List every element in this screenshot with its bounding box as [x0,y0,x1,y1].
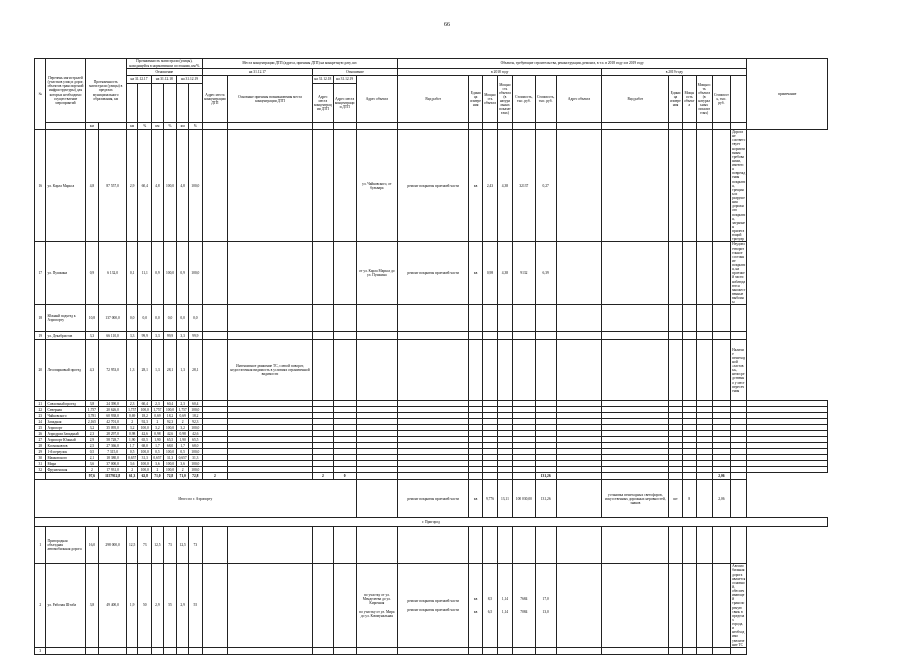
header-measures-group: Объекты, требующие строительства, реконструкции, ремонта, в т.ч. в 2018 году и в 2019 году [398,59,747,69]
table-row: 31 Мира 3,6 37 000,0 3,6 100,0 3,6 100,0 3,6 100,0 [35,461,828,467]
table-row: 19 ул. Декабристов 3,3 66 110,0 3,3 99,9 3,3 99,9 3,3 99,9 [35,332,828,340]
header-date1: на 31.12.17 [126,76,151,84]
header-2018: в 2018 году [398,69,602,76]
header-power-2019: Мощность объекта [682,76,696,123]
header-notes: примечание [747,59,828,130]
header-km-2: км [152,123,163,130]
section-row [35,518,828,527]
table-row: 1 Пригородная объездная автомобильная дорога 16,0 298 000,0 12,5 73 12,5 73 12,5 73 [35,527,828,564]
table-row: 2 ул. Рабочая Штаба 3,8 49 400,0 1,9 50 2,9 55 2,9 55 по участку от ул. Менделеева до ул. Кирочная по участку от ул. Мира до ул. Коммунальная ремонт покрытия проезжей части ремонт покрытия проезжей части кв кв 8,5 6,5 1,14 1,14 7684 7084 17,0 13,0 Автомобильная дорога является основной, обеспечивающей транспортную связь в пределах города, и необходимо увеличение ТС [35,564,828,648]
header-date2: на 31.12.18 [152,76,177,84]
table-row: 18 Южный подъезд к Аэропорту 10,8 137 000,0 0,0 0,0 0,0 0,0 0,0 0,0 [35,305,828,332]
header-power2: Мощность объекта (в натуральных показателях) [497,76,512,123]
header-work-type: Вид работ [398,76,469,123]
header-2019: в 2019 году [602,69,747,76]
table-row: 24 Западная 2,165 42 701,0 2 92,3 2 92,3 2 92,3 [35,419,828,425]
header-dtp-address: Адрес места концентрации ДТП [202,76,227,123]
total-row: 97,6 1157912,8 61,3 62,8 71,0 72,8 71,0 72,8 2 2 0 131,26 2,06 [35,473,828,480]
header-including: Отношение [126,69,202,76]
table-row: 20 Лесопарковый проезд 4,3 72 953,0 1,3 28,1 1,3 28,1 1,3 28,1 Интенсивное движение ТС, слепой поворот, недостаточная видимость в условиях ограниченной видимости Наличие пешеходной «заставы», непосредственно у мест пересечения [35,340,828,401]
table-row: 30 Маяковского 2,1 18 380,0 0,657 31,3 0,657 31,3 0,657 31,3 [35,455,828,461]
header-unit: Единица измерения [469,76,483,123]
header-dtp-address-2: Адрес места концентрации ДТП [313,84,334,123]
table-row: 27 Аэропорт Южный 2,9 58 728,7 1,90 65,5 1,90 65,5 1,90 65,5 [35,437,828,443]
header-date3: на 31.12.19 [177,76,202,84]
header-no: № [35,59,46,130]
header-cost-b: Стоимость, тыс. руб. [535,76,556,123]
header-name: Перечень магистралей (участков улиц и дорог, объектов транспортной инфраструктуры) для которых необходимо осуществление мероприятий [46,59,85,123]
header-dtp-date: на 31.12.17 [202,69,312,76]
table-row: 32 Фрунзенская 2 17 931,0 2 100,0 2 100,0 2 100,0 [35,467,828,473]
section-title: г. Пригород [35,518,828,527]
header-work-type-2019: Вид работ [602,76,669,123]
header-dtp-date3: на 31.12.19 [333,76,356,84]
header-dtp-other: Отношение [313,69,398,76]
header-pct-3: % [188,123,202,130]
table-row: 3 [35,647,828,654]
header-pct-1: % [138,123,152,130]
table-row: 22 Северная 1,757 20 626,0 1,757 100,0 1,757 100,0 1,757 100,0 [35,407,828,413]
table-row: 28 Космонавтов 2,5 27 366,0 1,7 68,0 1,7 68,0 1,7 68,0 [35,443,828,449]
header-length: Протяженность магистрали (улицы) в пределах муниципального образования, км [85,59,126,123]
table-row: 21 Совхозный проезд 3,8 24 390,0 2,3 60,4 2,3 60,4 2,3 60,4 [35,401,828,407]
header-cost: Стоимость, тыс. руб. [512,76,535,123]
header-obj-address: Адрес объекта [356,76,397,123]
header-dtp-address-3: Адрес места концентрации ДТП [333,84,356,123]
summary-row: Итого по г. Аэропорту ремонт покрытия проезжей части кв 9,776 13,11 100 030,00 131,26 установка пешеходных светофоров, искусственных дорожных неровностей, знаков шт 8 2,06 [35,480,828,518]
header-pct-2: % [163,123,177,130]
header-dtp-date2: на 31.12.18 [313,76,334,84]
header-cost-2019: Стоимость, тыс. руб. [712,76,730,123]
table-row: 16 ул. Карла Маркса 4,8 87 557,0 2,9 60,4 4,8 100,0 4,8 100,0 ул. Чайковского, от бульвара ремонт покрытия проезжей части кв 2,43 4,38 32137 0,27 Дорога не соответствует нормативным требованиям, имеются повреждения покрытия, трещины и разрушения дорожного покрытия, загрязнен прилегающий тротуар [35,130,828,242]
table-row: 17 ул. Пушкина 0,9 6 132,0 0,1 11,1 0,9 100,0 0,9 100,0 от ул. Карла Маркса до ул. Пушкина ремонт покрытия проезжей части кв 0,98 4,38 9132 6,39 Неудовлетворительное состояние покрытия, на проезжей части наблюдаются множественные выбоины [35,242,828,305]
header-obj-address-2019: Адрес объекта [556,76,602,123]
header-dtp-group: Места концентрации ДТП (адреса, причины ДТП) на конкретную дату, шт. [202,59,397,69]
header-power: Мощность объекта [483,76,498,123]
header-traffic-group: Протяженность магистрали (улицы), находящейся в нормативном состоянии, км/% [126,59,202,69]
header-km-3: км [177,123,188,130]
table-row: 25 Аэропорт 3,2 35 095,0 3,2 100,0 3,2 100,0 3,2 100,0 [35,425,828,431]
small-rows [35,401,828,473]
report-table [34,58,828,655]
header-dtp-reason: Основные причины возникновения места концентрации ДТП [227,76,312,123]
header-unit-km: км [85,123,99,130]
table-row: 29 1-й переулок 0,5 7 315,0 0,5 100,0 0,5 100,0 0,5 100,0 [35,449,828,455]
table-row: 26 Аэродром Западный 2,3 28 297,0 0,98 42,6 0,98 42,6 0,98 42,6 [35,431,828,437]
header-unit-2019: Единица измерения [669,76,683,123]
table-row: 23 Чайковского 3,781 60 938,0 0,69 18,2 0,69 18,2 0,69 18,2 [35,413,828,419]
header-km-1: км [126,123,137,130]
header-power2-2019: Мощность объекта (в натуральных показателях) [696,76,712,123]
page-number: 66 [444,22,450,28]
